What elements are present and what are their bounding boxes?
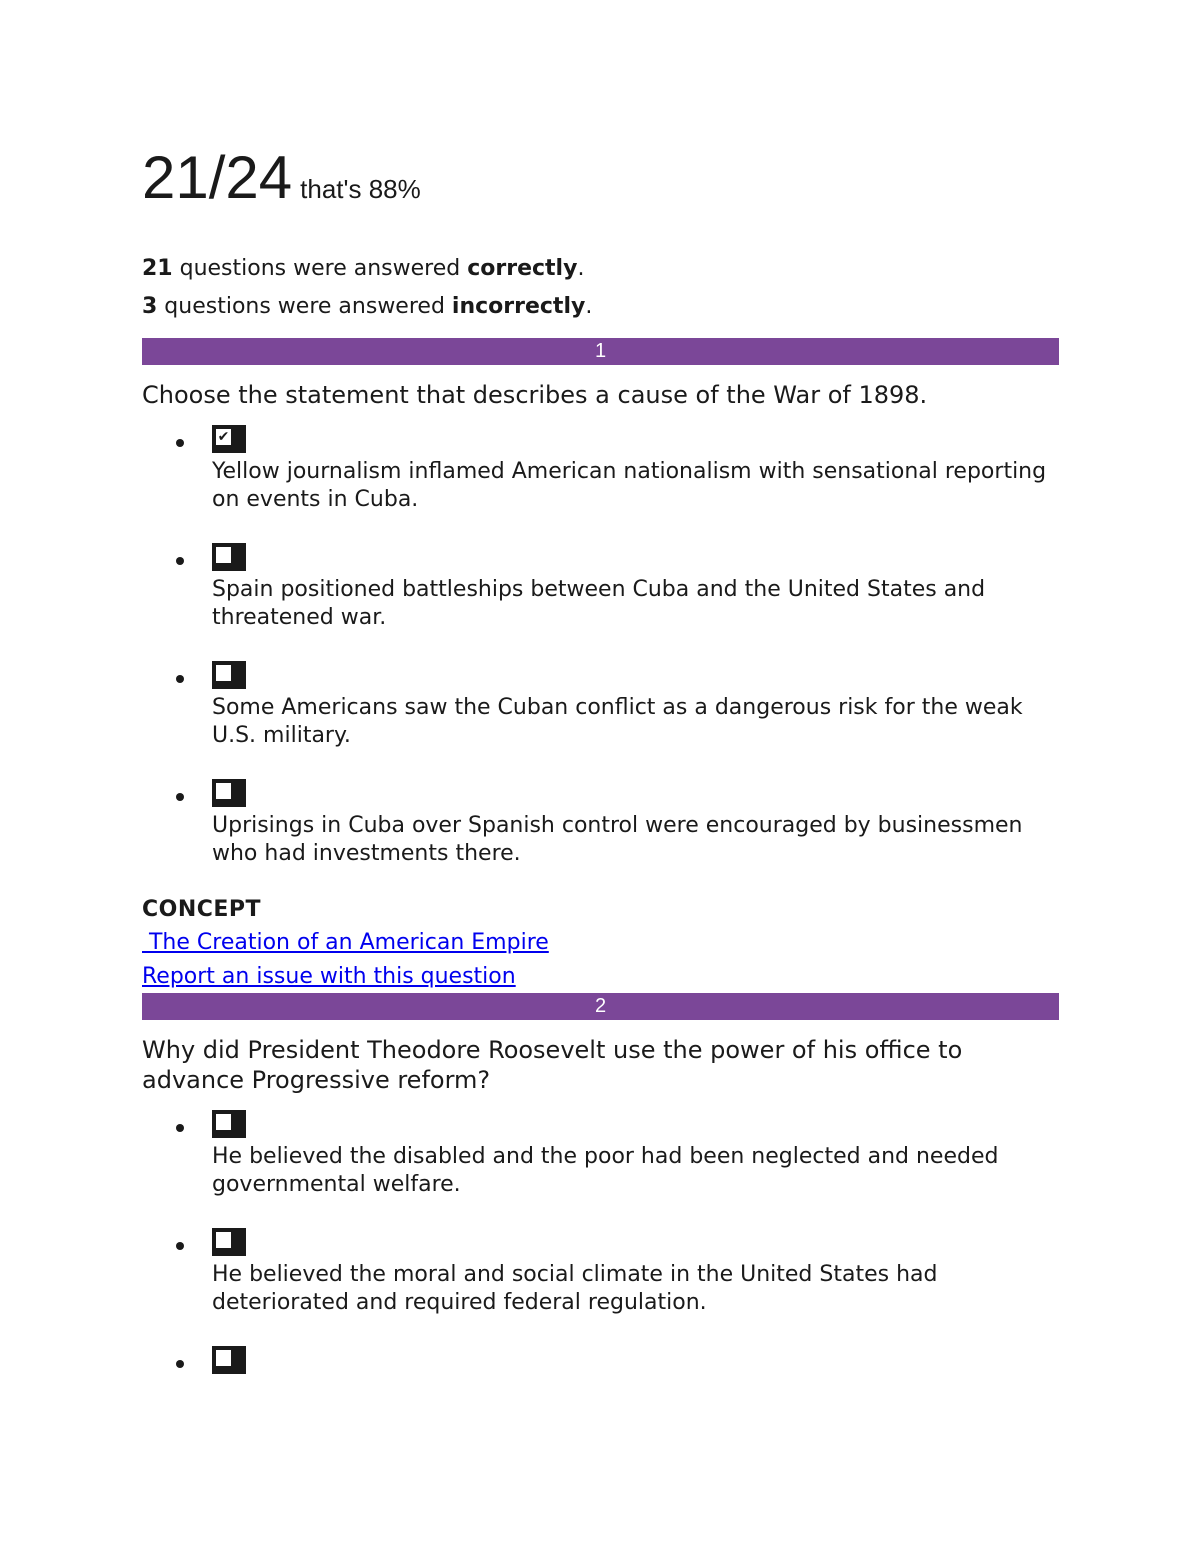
question-text: Why did President Theodore Roosevelt use the power of his office to advance Progressive reform? [142, 1036, 963, 1094]
concept-link[interactable]: The Creation of an American Empire [142, 930, 549, 955]
checkbox-icon[interactable] [212, 779, 246, 807]
correct-period: . [577, 256, 585, 281]
question-text: Choose the statement that describes a cause of the War of 1898. [142, 381, 928, 409]
score-percent: that's 88% [300, 174, 421, 204]
concept-label: CONCEPT [142, 897, 262, 922]
answer-option-text: Spain positioned battleships between Cuba and the United States and threatened war. [212, 577, 986, 630]
correct-word: correctly [467, 256, 578, 281]
checkbox-icon[interactable] [212, 1110, 246, 1138]
checkbox-inner [216, 1350, 231, 1366]
checkbox-icon[interactable] [212, 543, 246, 571]
incorrect-count: 3 [142, 294, 158, 319]
bullet-icon [176, 675, 184, 683]
answer-option-text: Yellow journalism inflamed American nationalism with sensational reporting on events in Cuba. [212, 459, 1047, 512]
checkbox-icon[interactable] [212, 1228, 246, 1256]
incorrect-summary [142, 294, 592, 319]
checkbox-inner [216, 665, 231, 681]
checkmark-icon: ✔ [217, 429, 230, 445]
answer-option-text: He believed the disabled and the poor had been neglected and needed governmental welfare. [212, 1144, 999, 1197]
incorrect-summary-text: questions were answered [157, 294, 452, 319]
bullet-icon [176, 1242, 184, 1250]
question-number-bar: 2 [142, 993, 1059, 1020]
correct-summary-text: questions were answered [172, 256, 468, 281]
incorrect-period: . [585, 294, 593, 319]
checkbox-inner [216, 547, 231, 563]
incorrect-word: incorrectly [451, 294, 586, 319]
answer-option-text: He believed the moral and social climate in the United States had deteriorated and required federal regulation. [212, 1262, 938, 1315]
score-heading [142, 143, 421, 212]
correct-summary [142, 256, 584, 281]
checkbox-icon[interactable] [212, 661, 246, 689]
score-fraction: 21/24 [142, 144, 293, 211]
bullet-icon [176, 793, 184, 801]
report-issue-link[interactable]: Report an issue with this question [142, 964, 516, 989]
bullet-icon [176, 557, 184, 565]
correct-count: 21 [142, 256, 173, 281]
checkbox-inner [216, 1232, 231, 1248]
bullet-icon [176, 1124, 184, 1132]
answer-option-text: Uprisings in Cuba over Spanish control were encouraged by businessmen who had investments there. [212, 813, 1023, 866]
bullet-icon [176, 1360, 184, 1368]
bullet-icon [176, 439, 184, 447]
checkbox-checked-icon[interactable] [212, 425, 246, 453]
checkbox-inner [216, 1114, 231, 1130]
checkbox-icon[interactable] [212, 1346, 246, 1374]
answer-option-text: Some Americans saw the Cuban conflict as a dangerous risk for the weak U.S. military. [212, 695, 1023, 748]
checkbox-inner [216, 783, 231, 799]
question-number-bar: 1 [142, 338, 1059, 365]
